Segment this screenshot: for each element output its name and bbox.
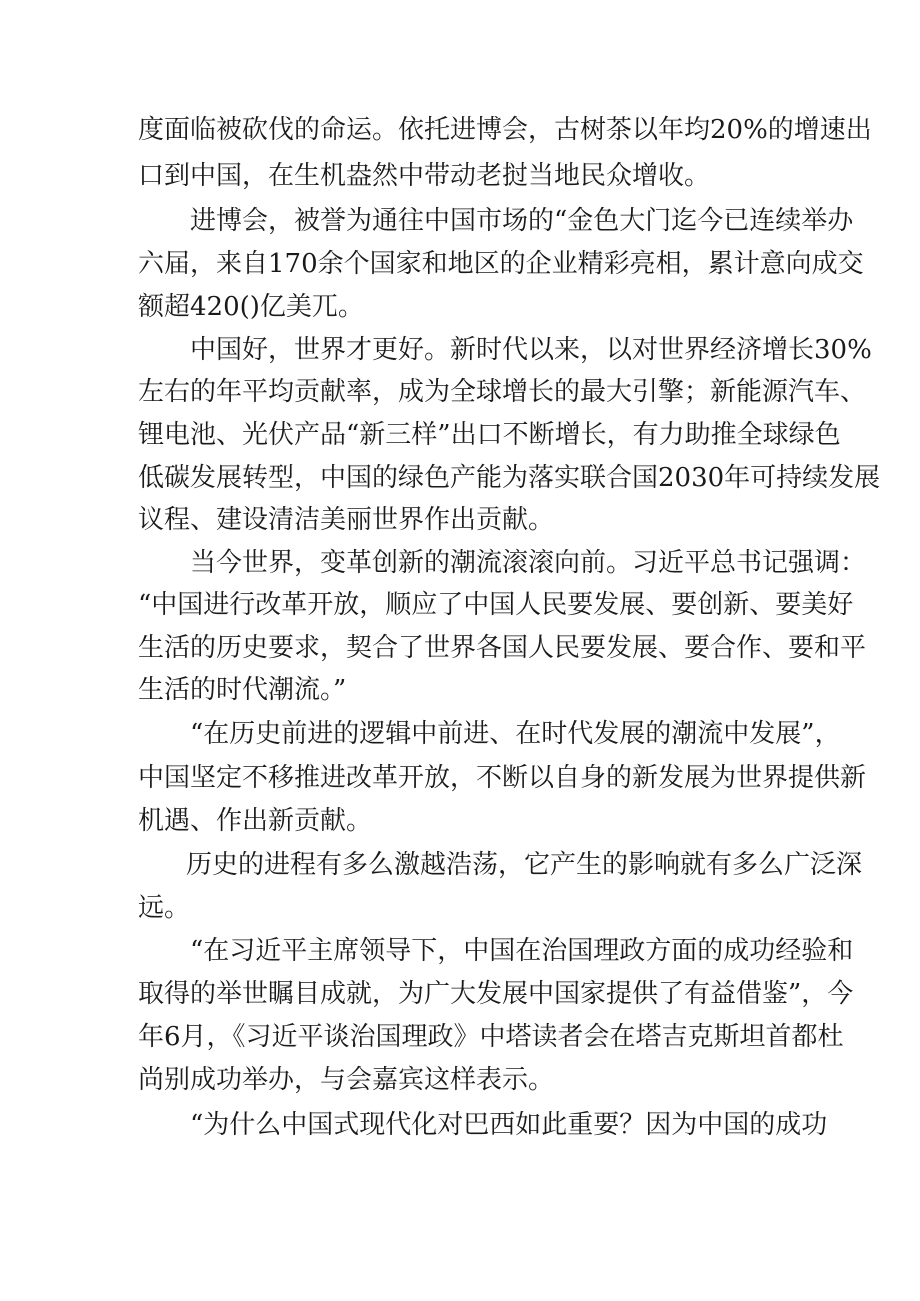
text-line: 口到中国，在生机盎然中带动老挝当地民众增收。 bbox=[138, 161, 711, 191]
text-line: 当今世界，变革创新的潮流滚滚向前。习近平总书记强调： bbox=[190, 548, 867, 578]
text-line: “在历史前进的逻辑中前进、在时代发展的潮流中发展”， bbox=[190, 719, 841, 749]
text-line: “在习近平主席领导下，中国在治国理政方面的成功经验和 bbox=[190, 936, 854, 966]
text-line: 议程、建设清洁美丽世界作出贡献。 bbox=[138, 505, 555, 535]
text-line: 远。 bbox=[138, 893, 191, 923]
text-line: 额超420()亿美兀。 bbox=[138, 292, 364, 322]
text-line: 中国坚定不移推进改革开放，不断以自身的新发展为世界提供新 bbox=[138, 763, 867, 793]
text-line: 生活的历史要求，契合了世界各国人民要发展、要合作、要和平 bbox=[138, 633, 867, 663]
text-line: 年6月，《习近平谈治国理政》中塔读者会在塔吉克斯坦首都杜 bbox=[138, 1022, 844, 1052]
text-line: 低碳发展转型，中国的绿色产能为落实联合国2030年可持续发展 bbox=[138, 463, 881, 493]
text-line: 尚别成功举办，与会嘉宾这样表示。 bbox=[138, 1065, 555, 1095]
text-line: 进博会，被誉为通往中国市场的“金色大门迄今已连续举办 bbox=[190, 206, 854, 236]
text-line: “为什么中国式现代化对巴西如此重要？因为中国的成功 bbox=[190, 1110, 828, 1140]
text-line: 取得的举世瞩目成就，为广大发展中国家提供了有益借鉴”，今 bbox=[138, 979, 854, 1009]
text-line: 度面临被砍伐的命运。依托进博会，古树茶以年均20%的增速出 bbox=[138, 115, 872, 145]
text-line: 锂电池、光伏产品“新三样”出口不断增长，有力助推全球绿色 bbox=[138, 420, 841, 450]
text-line: “中国进行改革开放，顺应了中国人民要发展、要创新、要美好 bbox=[138, 590, 854, 620]
text-line: 生活的时代潮流。” bbox=[138, 675, 347, 705]
text-line: 中国好，世界才更好。新时代以来，以对世界经济增长30% bbox=[190, 335, 872, 365]
text-line: 机遇、作出新贡献。 bbox=[138, 806, 373, 836]
text-line: 历史的进程有多么激越浩荡，它产生的影响就有多么广泛深 bbox=[186, 850, 863, 880]
text-line: 左右的年平均贡献率，成为全球增长的最大引擎；新能源汽车、 bbox=[138, 377, 867, 407]
text-line: 六届，来自170余个国家和地区的企业精彩亮相，累计意向成交 bbox=[138, 249, 864, 279]
